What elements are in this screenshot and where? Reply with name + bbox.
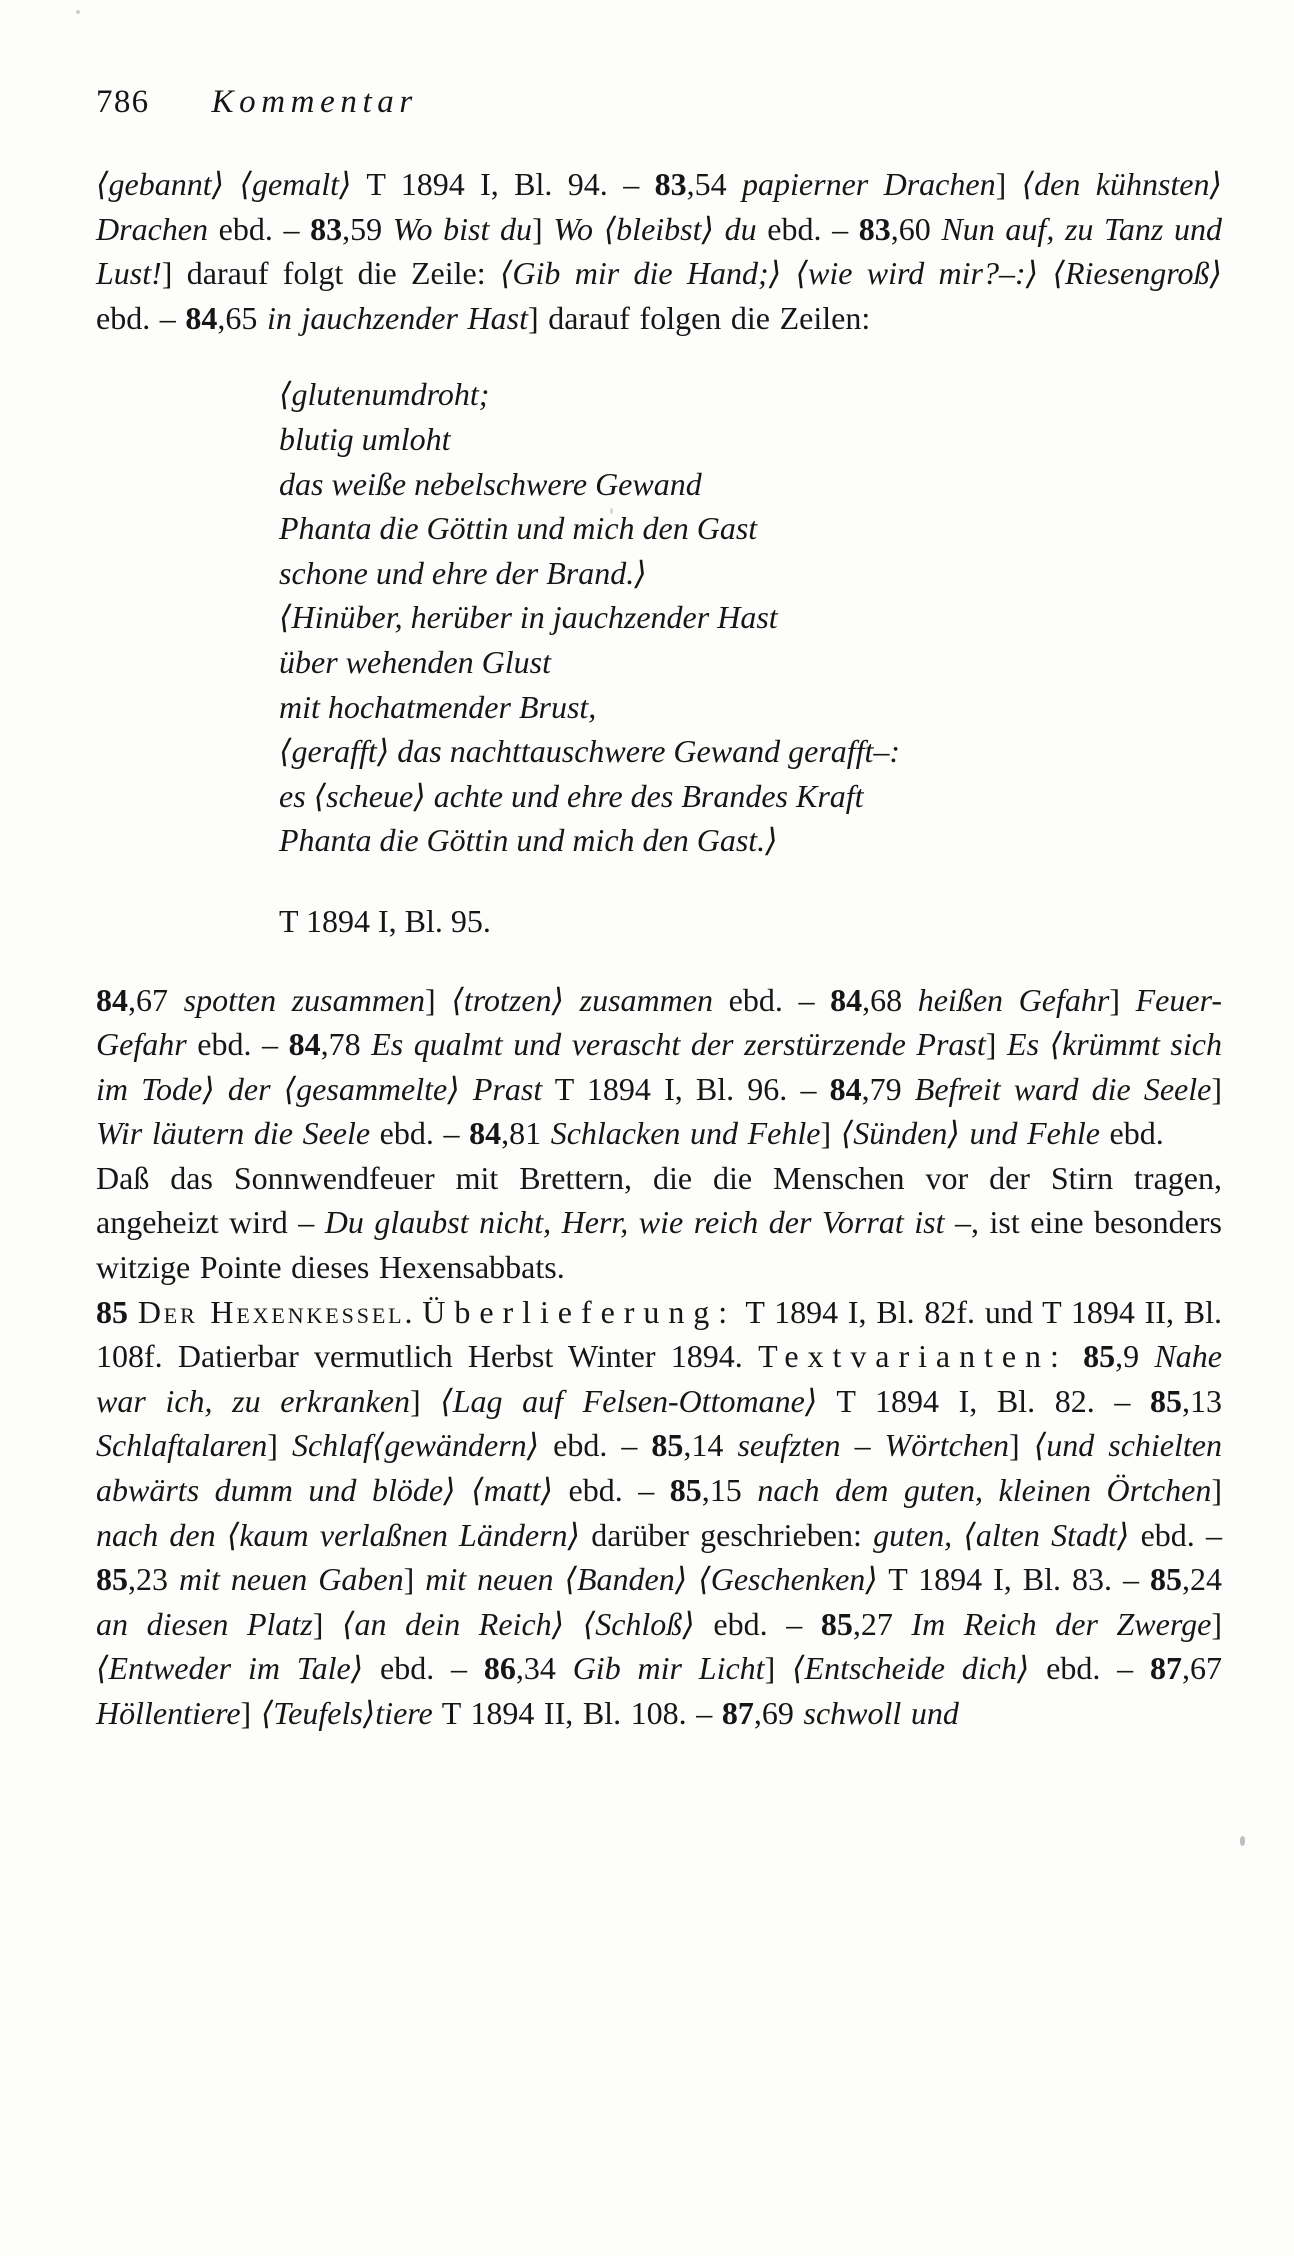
text-segment: ,67 — [1181, 1650, 1222, 1687]
text-segment: an diesen Platz — [96, 1605, 313, 1642]
text-segment: ⟨trotzen⟩ zusammen — [451, 981, 713, 1018]
text-segment: ,14 — [683, 1427, 738, 1464]
text-segment: 85 — [96, 1293, 138, 1330]
text-segment: mit neuen ⟨Banden⟩ ⟨Geschenken⟩ — [425, 1561, 878, 1598]
text-segment: ] — [764, 1650, 793, 1687]
text-segment: ,23 — [128, 1561, 179, 1598]
text-segment: ,78 — [320, 1026, 372, 1063]
page-header — [96, 80, 1222, 124]
text-segment: Schlaftalaren — [96, 1427, 268, 1464]
text-segment: ⟨und schielten abwärts dumm und blöde⟩ ⟨matt⟩ — [96, 1427, 1222, 1509]
text-segment: ,27 — [852, 1605, 912, 1642]
verse-source-reference: T 1894 I, Bl. 95. — [279, 902, 491, 939]
text-segment: ⟨an dein Reich⟩ ⟨Schloß⟩ — [342, 1605, 695, 1642]
text-segment: ] — [1211, 1070, 1223, 1107]
text-segment: ] — [425, 981, 452, 1018]
text-segment: ,67 — [128, 981, 184, 1018]
text-segment: Daß das Sonnwendfeuer mit Brettern, die die Menschen vor der Stirn tragen, angeheizt wird – — [96, 1159, 1222, 1241]
text-segment: ebd. – — [1029, 1650, 1150, 1687]
text-segment: ⟨den kühnsten⟩ Drachen — [96, 166, 1222, 247]
verse-line: ⟨gerafft⟩ das nachttauschwere Gewand gerafft–: — [279, 733, 901, 770]
verse-line: mit hochatmender Brust, — [279, 688, 597, 725]
text-segment: ,69 — [753, 1695, 804, 1731]
commentary-note-paragraph — [96, 1156, 1222, 1290]
apparatus-paragraph-2 — [96, 978, 1222, 1156]
text-segment: ⟨Sünden⟩ und Fehle — [840, 1115, 1100, 1152]
text-segment: ,59 — [342, 210, 393, 247]
text-segment: nach den ⟨kaum verlaßnen Ländern⟩ — [96, 1516, 580, 1553]
text-segment: ebd. – — [96, 299, 186, 336]
text-segment: ⟨Gib mir die Hand;⟩ ⟨wie wird mir?–:⟩ ⟨Riesengroß⟩ — [499, 255, 1223, 292]
text-segment: Nahe war ich, zu erkranken — [96, 1338, 1222, 1419]
text-segment: ] darauf folgt die Zeile: — [161, 255, 500, 292]
text-segment: ebd. – — [694, 1605, 821, 1642]
text-segment: 87 — [721, 1695, 754, 1731]
text-segment: Höllentiere — [96, 1695, 241, 1731]
text-segment: ] — [312, 1605, 343, 1642]
text-segment: papierner Drachen — [742, 166, 996, 202]
text-segment: ] — [1109, 981, 1136, 1018]
text-segment: guten, ⟨alten Stadt⟩ — [873, 1516, 1130, 1553]
text-segment: heißen Gefahr — [917, 981, 1110, 1018]
text-segment: ] — [240, 1695, 261, 1731]
text-segment: in jauchzender Hast — [267, 299, 528, 336]
text-segment: 85 — [1150, 1561, 1182, 1598]
text-segment: 87 — [1149, 1650, 1182, 1687]
text-segment: T 1894 I, Bl. 94. – — [351, 166, 655, 202]
text-segment: ,15 — [701, 1472, 758, 1509]
page-number: 786 — [96, 84, 150, 120]
text-segment: ] — [403, 1561, 426, 1598]
text-segment: Befreit ward die Seele — [914, 1070, 1212, 1107]
text-segment: ebd. – — [756, 210, 859, 247]
text-segment: darüber geschrieben: — [579, 1516, 874, 1553]
text-segment: ebd. – — [363, 1650, 484, 1687]
text-segment: ] — [1009, 1427, 1034, 1464]
text-segment: ,65 — [217, 299, 268, 336]
verse-line: das weiße nebelschwere Gewand — [279, 465, 702, 502]
text-segment: ,24 — [1182, 1561, 1222, 1598]
text-segment: Wir läutern die Seele — [96, 1115, 371, 1152]
verse-line: ⟨glutenumdroht; — [279, 376, 490, 413]
text-segment: Es ⟨krümmt sich im Tode⟩ der ⟨gesammelte⟩ Prast — [96, 1026, 1222, 1107]
text-segment — [1068, 1338, 1083, 1374]
text-segment: –, ist eine besonders witzige Pointe dieses Hexensabbats. — [96, 1204, 1222, 1286]
verse-line: Phanta die Göttin und mich den Gast — [279, 510, 758, 547]
text-segment: 85 — [669, 1472, 702, 1509]
text-segment: Gib mir Licht — [572, 1650, 765, 1687]
text-segment: 84 — [96, 981, 128, 1018]
text-segment: . — [404, 1293, 423, 1330]
text-segment: ] — [1211, 1472, 1222, 1509]
apparatus-paragraph-1 — [96, 162, 1222, 340]
scan-speck — [1240, 1836, 1245, 1846]
text-segment: Feuer-Gefahr — [96, 981, 1223, 1063]
text-segment: Überlieferung: — [422, 1293, 737, 1330]
scan-speck — [76, 10, 80, 14]
apparatus-paragraph-3 — [96, 1290, 1222, 1736]
text-segment: ] — [267, 1427, 292, 1464]
text-segment: 86 — [483, 1650, 516, 1687]
text-segment: Nun auf, zu Tanz und Lust! — [96, 210, 1223, 292]
text-segment: schwoll und — [803, 1695, 959, 1731]
running-head: Kommentar — [211, 84, 418, 120]
text-segment: ] — [409, 1382, 441, 1419]
text-segment: ebd. – — [207, 210, 311, 247]
text-segment: 84 — [469, 1115, 502, 1152]
text-segment: T 1894 I, Bl. 96. – — [542, 1070, 830, 1107]
text-segment: T 1894 II, Bl. 108. – — [432, 1695, 722, 1731]
text-segment: ,13 — [1182, 1382, 1223, 1419]
text-segment: ] — [995, 166, 1022, 202]
verse-line: es ⟨scheue⟩ achte und ehre des Brandes Kraft — [279, 777, 864, 814]
text-segment: 85 — [820, 1605, 853, 1642]
text-segment: ] — [532, 210, 554, 247]
verse-line: blutig umloht — [279, 420, 451, 457]
text-segment: ⟨Teufels⟩tiere — [260, 1695, 433, 1731]
text-segment: Textvarianten: — [758, 1338, 1068, 1375]
verse-line: schone und ehre der Brand.⟩ — [279, 554, 647, 591]
text-segment: ⟨gebannt⟩ ⟨gemalt⟩ — [96, 166, 352, 202]
verse-line: über wehenden Glust — [279, 643, 551, 680]
text-segment: 85 — [1150, 1382, 1183, 1419]
text-segment: ⟨Entweder im Tale⟩ — [96, 1650, 364, 1687]
text-segment: ,81 — [501, 1115, 551, 1152]
text-segment: ebd. – — [712, 981, 831, 1018]
text-segment: spotten zusammen — [183, 981, 426, 1018]
text-segment: 84 — [830, 981, 863, 1018]
text-segment: ,68 — [862, 981, 918, 1018]
text-segment: 83 — [310, 210, 343, 247]
scan-speck — [610, 508, 613, 514]
text-segment: Du glaubst nicht, Herr, wie reich der Vorrat ist — [324, 1204, 945, 1241]
text-segment: ,79 — [861, 1070, 915, 1107]
verse-quotation — [279, 372, 1222, 863]
text-segment: T 1894 I, Bl. 82f. und T 1894 II, Bl. 108f. Datierbar vermutlich Herbst Winter 1894. — [96, 1293, 1223, 1375]
text-segment: ebd. – — [539, 1427, 652, 1464]
text-segment: 84 — [829, 1070, 862, 1107]
verse-line: ⟨Hinüber, herüber in jauchzender Hast — [279, 599, 778, 636]
text-segment: ,60 — [890, 210, 942, 247]
text-segment: 83 — [654, 166, 687, 202]
text-segment: ⟨Lag auf Felsen-Ottomane⟩ — [440, 1382, 818, 1419]
text-segment: nach dem guten, kleinen Örtchen — [757, 1472, 1212, 1509]
verse-line: Phanta die Göttin und mich den Gast.⟩ — [279, 822, 778, 859]
text-segment: Wo ⟨bleibst⟩ du — [553, 210, 757, 247]
text-segment: 85 — [96, 1561, 128, 1598]
text-segment: 84 — [185, 299, 218, 336]
text-segment: ,34 — [515, 1650, 573, 1687]
text-segment: ] darauf folgen die Zeilen: — [527, 299, 871, 336]
text-segment: Wo bist du — [392, 210, 533, 247]
text-segment: 85 — [1083, 1338, 1116, 1375]
text-segment: 84 — [288, 1026, 321, 1063]
text-segment: ⟨Entscheide dich⟩ — [792, 1650, 1030, 1687]
text-segment: ,9 — [1115, 1338, 1155, 1375]
text-segment: ebd. — [1099, 1115, 1164, 1152]
text-segment: Schlacken und Fehle — [550, 1115, 821, 1152]
text-block — [96, 80, 1222, 1736]
text-segment: Der Hexenkessel — [137, 1293, 405, 1330]
text-segment: ebd. – — [552, 1472, 670, 1509]
text-segment: Schlaf⟨gewändern⟩ — [291, 1427, 540, 1464]
text-segment: ,54 — [686, 166, 743, 202]
text-segment: 85 — [651, 1427, 684, 1464]
text-segment: seufzten – Wörtchen — [737, 1427, 1010, 1464]
text-segment: 83 — [858, 210, 891, 247]
text-segment: T 1894 I, Bl. 83. – — [877, 1561, 1150, 1598]
text-segment: ] — [1211, 1605, 1222, 1642]
text-segment: ] — [820, 1115, 841, 1152]
text-segment: ebd. – — [370, 1115, 470, 1152]
text-segment: Im Reich der Zwerge — [911, 1605, 1212, 1642]
text-segment: ] — [985, 1026, 1008, 1063]
text-segment: ebd. – — [1129, 1516, 1223, 1553]
text-segment: ebd. – — [186, 1026, 289, 1063]
text-segment: mit neuen Gaben — [179, 1561, 404, 1598]
text-segment: T 1894 I, Bl. 82. – — [817, 1382, 1151, 1419]
text-segment: Es qualmt und verascht der zerstürzende Prast — [371, 1026, 986, 1063]
